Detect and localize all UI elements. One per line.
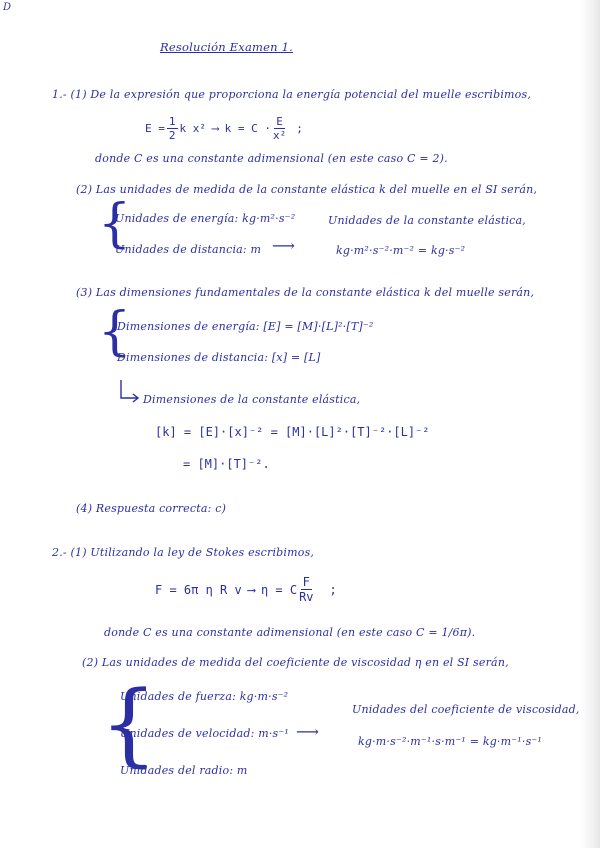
q1-part3-line2: = [M]·[T]⁻². <box>183 457 270 471</box>
page-edge-shadow <box>580 0 600 848</box>
q2-part2-result-label: Unidades del coeficiente de viscosidad, <box>352 703 580 716</box>
q1-eq-half: $\frac{1}{2}$ <box>168 115 176 142</box>
arrow-icon: ⟶ <box>247 582 255 597</box>
q2-eq-fraction: $\frac{F}{Rv}$ <box>299 575 314 604</box>
q2-equation: F = 6π η R v ⟶ η = C $\frac{F}{Rv}$ ; <box>155 575 337 604</box>
q1-part3-line1: [k] = [E]·[x]⁻² = [M]·[L]²·[T]⁻²·[L]⁻² <box>155 425 430 439</box>
q1-eq-mid: k x² <box>179 122 206 135</box>
q1-part2-energy: Unidades de energía: kg·m²·s⁻² <box>115 212 296 225</box>
q1-eq-fraction: $\frac{E}{\text{x²}}$ <box>272 115 287 142</box>
q1-part2-result: kg·m²·s⁻²·m⁻² = kg·s⁻² <box>336 244 466 257</box>
q2-eq-left: F = 6π η R v <box>155 582 242 597</box>
left-brace-icon: { <box>98 302 132 362</box>
q2-part1-intro: 2.- (1) Utilizando la ley de Stokes escribimos, <box>52 546 315 559</box>
q2-part2-result: kg·m·s⁻²·m⁻¹·s·m⁻¹ = kg·m⁻¹·s⁻¹ <box>358 735 543 748</box>
q1-part2-intro: (2) Las unidades de medida de la constante elástica k del muelle en el SI serán, <box>76 183 538 196</box>
q1-eq-left: E = <box>145 122 165 135</box>
left-brace-icon: { <box>98 194 132 254</box>
q1-equation: E = $\frac{1}{2}$ k x² ⟶ k = C · $\frac{E}{\text{x²}}$ ; <box>145 115 303 142</box>
q1-part1-intro: 1.- (1) De la expresión que proporciona la energía potencial del muelle escribimos, <box>52 88 532 101</box>
q2-part2-radius: Unidades del radio: m <box>120 764 248 777</box>
q1-part2-result-label: Unidades de la constante elástica, <box>328 214 526 227</box>
corner-arrow-icon <box>118 380 140 404</box>
arrow-icon: ⟶ <box>272 236 295 255</box>
q2-eq-right: η = C <box>260 582 298 597</box>
left-brace-icon: { <box>100 672 158 777</box>
q1-eq-right: k = C · <box>224 122 271 135</box>
q1-part3-label: Dimensiones de la constante elástica, <box>143 393 361 406</box>
arrow-icon: ⟶ <box>212 122 219 135</box>
corner-mark: D <box>3 2 12 13</box>
q1-part3-intro: (3) Las dimensiones fundamentales de la constante elástica k del muelle serán, <box>76 286 535 299</box>
q1-part4-answer: (4) Respuesta correcta: c) <box>76 502 227 515</box>
page-title: Resolución Examen 1. <box>160 40 293 54</box>
q1-part1-note: donde C es una constante adimensional (en este caso C = 2). <box>95 152 448 165</box>
q1-part3-energy: Dimensiones de energía: [E] = [M]·[L]²·[T]⁻² <box>117 320 374 333</box>
q2-part2-velocity: Unidades de velocidad: m·s⁻¹ <box>120 727 289 740</box>
arrow-icon: ⟶ <box>296 722 319 741</box>
q1-part3-distance: Dimensiones de distancia: [x] = [L] <box>117 351 321 364</box>
q1-part2-distance: Unidades de distancia: m <box>115 243 262 256</box>
q2-part2-intro: (2) Las unidades de medida del coeficiente de viscosidad η en el SI serán, <box>82 656 509 669</box>
q2-part1-note: donde C es una constante adimensional (en este caso C = 1/6π). <box>104 626 476 639</box>
q2-part2-force: Unidades de fuerza: kg·m·s⁻² <box>120 690 289 703</box>
